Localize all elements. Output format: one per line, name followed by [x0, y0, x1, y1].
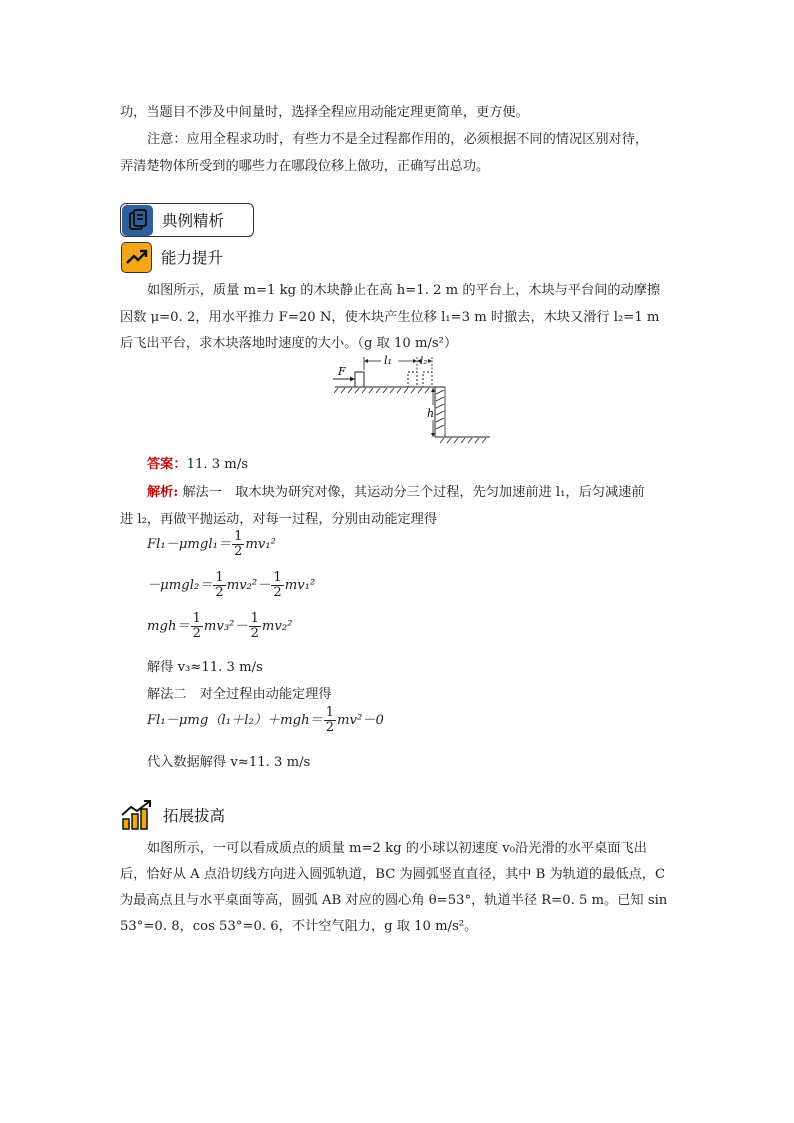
problem1-line-1: 如图所示，质量 m=1 kg 的木块静止在高 h=1. 2 m 的平台上，木块与平台间的动摩擦	[147, 283, 661, 298]
eq3-mid: mv₃²－	[203, 619, 248, 634]
section-extend	[120, 798, 225, 832]
trend-up-icon	[121, 242, 152, 273]
answer	[147, 456, 248, 474]
section-ability-title: 能力提升	[161, 249, 224, 267]
eq2-mid: mv₂²－	[226, 578, 271, 593]
equation-1	[147, 530, 276, 560]
eq3-left: mgh＝	[147, 619, 190, 634]
section-example-title: 典例精析	[162, 212, 225, 230]
analysis-line-2: 进 l₂，再做平抛运动，对每一过程，分别由动能定理得	[120, 512, 438, 527]
fraction-half: $\frac{1}{2}$	[250, 611, 259, 641]
fraction-half: $\frac{1}{2}$	[234, 529, 243, 559]
section-example-badge	[120, 203, 254, 237]
fraction-half: $\frac{1}{2}$	[325, 705, 335, 735]
fraction-half: $\frac{1}{2}$	[273, 570, 282, 600]
label-h: h	[427, 407, 435, 420]
answer-label: 答案：	[147, 457, 187, 472]
document-icon	[122, 205, 153, 236]
analysis-text-1: 解法一 取木块为研究对像，其运动分三个过程，先匀加速前进 l₁，后匀减速前	[178, 485, 645, 500]
intro-line-1: 功，当题目不涉及中间量时，选择全程应用动能定理更简单，更方便。	[120, 105, 529, 120]
section-extend-title: 拓展拔高	[163, 807, 226, 825]
eq4-right: mv²－0	[337, 713, 384, 728]
label-l1: l₁	[384, 354, 392, 367]
bar-chart-icon	[120, 799, 154, 831]
problem2-line-3: 为最高点且与水平桌面等高，圆弧 AB 对应的圆心角 θ=53°，轨道半径 R=0. 5 m。已知 sin	[120, 893, 668, 908]
problem1-line-2: 因数 μ=0. 2，用水平推力 F=20 N，使木块产生位移 l₁=3 m 时撤去，木块又滑行 l₂=1 m	[120, 310, 660, 325]
eq4-left: Fl₁－μmg（l₁＋l₂）＋mgh＝	[147, 713, 323, 728]
eq3-right: mv₂²	[261, 619, 293, 634]
label-F: F	[338, 365, 346, 378]
equation-2	[147, 571, 315, 601]
section-ability	[120, 240, 223, 274]
analysis-label: 解析:	[147, 485, 179, 500]
eq2-right: mv₁²	[284, 578, 316, 593]
eq1-right: mv₁²	[245, 537, 276, 552]
result-2: 代入数据解得 v≈11. 3 m/s	[147, 755, 311, 770]
eq1-left: Fl₁－μmgl₁＝	[147, 537, 232, 552]
platform-figure	[330, 350, 500, 450]
label-l2: l₂	[420, 356, 428, 367]
fraction-half: $\frac{1}{2}$	[192, 611, 201, 641]
problem2-line-1: 如图所示，一可以看成质点的质量 m=2 kg 的小球以初速度 v₀沿光滑的水平桌面飞出	[147, 841, 647, 856]
analysis-line-1	[147, 484, 645, 502]
method-2: 解法二 对全过程由动能定理得	[147, 687, 332, 702]
result-1: 解得 v₃≈11. 3 m/s	[147, 660, 263, 675]
problem2-line-4: 53°=0. 8，cos 53°=0. 6，不计空气阻力，g 取 10 m/s²。	[120, 919, 478, 934]
equation-4	[147, 706, 384, 736]
problem2-line-2: 后，恰好从 A 点沿切线方向进入圆弧轨道，BC 为圆弧竖直直径，其中 B 为轨道的最低点，C	[120, 867, 666, 882]
equation-3	[147, 612, 292, 642]
note-line-2: 弄清楚物体所受到的哪些力在哪段位移上做功，正确写出总功。	[120, 159, 490, 174]
problem1-line-3: 后飞出平台，求木块落地时速度的大小。（g 取 10 m/s²）	[120, 336, 458, 351]
fraction-half: $\frac{1}{2}$	[215, 570, 224, 600]
note-line-1: 注意：应用全程求功时，有些力不是全过程都作用的，必须根据不同的情况区别对待，	[147, 132, 649, 147]
answer-value: 11. 3 m/s	[186, 457, 249, 472]
eq2-left: －μmgl₂＝	[147, 578, 213, 593]
